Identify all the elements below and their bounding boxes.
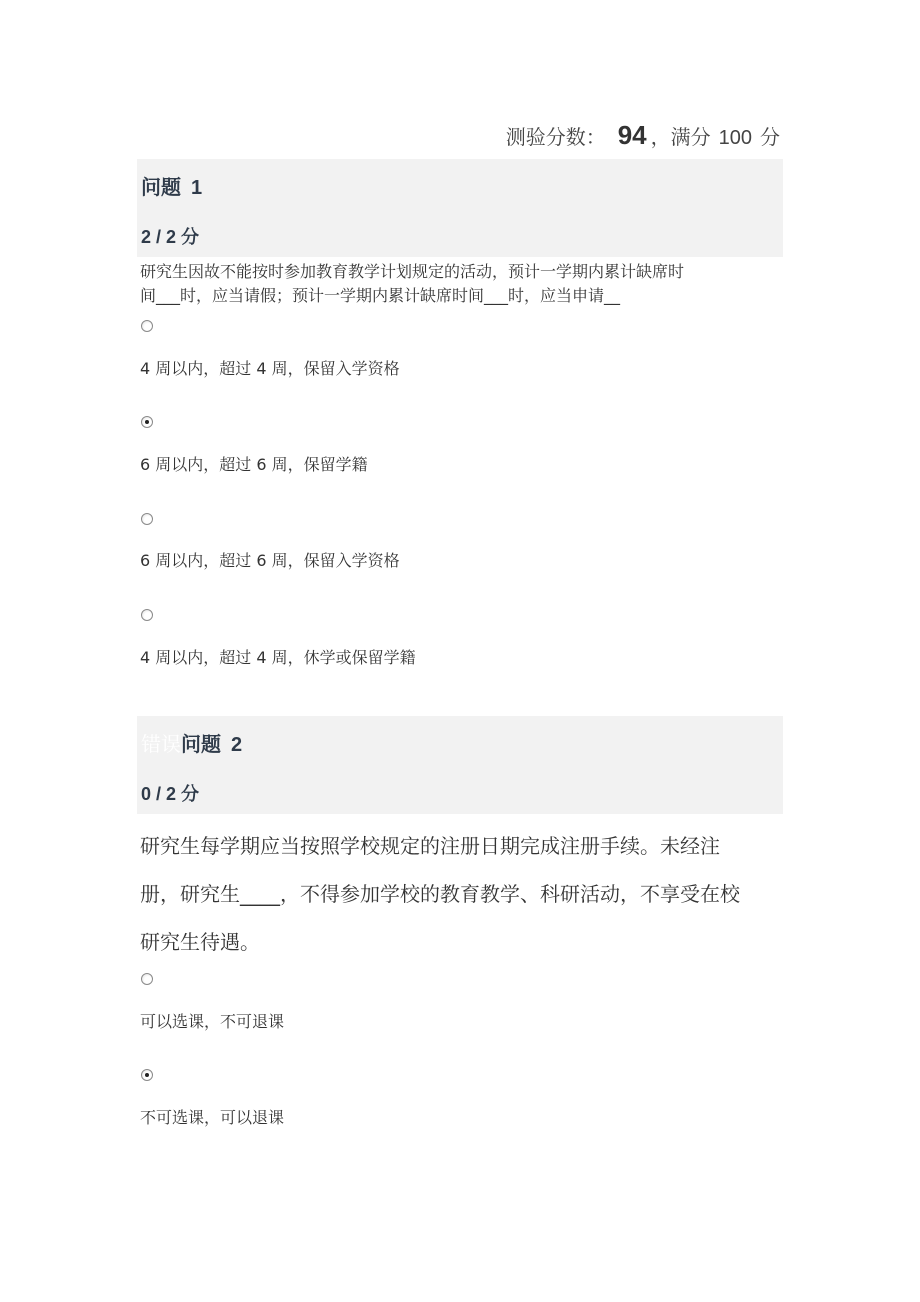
question-2-points: 0 / 2 分 (141, 784, 200, 804)
score-prefix: 测验分数： (505, 125, 606, 149)
question-2-option-1-radio[interactable] (141, 973, 153, 985)
question-1-option-1-radio[interactable] (141, 320, 153, 332)
question-1-option-4-label[interactable]: 4 周以内，超过 4 周，休学或保留学籍 (140, 648, 416, 667)
question-2-wrong-tag: 错误 (141, 732, 181, 756)
question-1-points: 2 / 2 分 (141, 227, 200, 247)
question-2-option-2-label[interactable]: 不可选课，可以退课 (140, 1108, 285, 1127)
question-1-text-line: 间___时，应当请假；预计一学期内累计缺席时间___时，应当申请__ (140, 286, 621, 305)
question-2-header (137, 716, 783, 814)
question-1-option-1-label[interactable]: 4 周以内，超过 4 周，保留入学资格 (140, 359, 400, 378)
question-1-number: 1 (191, 177, 203, 199)
question-1-option-3-label[interactable]: 6 周以内，超过 6 周，保留入学资格 (140, 551, 400, 570)
question-2-text-line: 册，研究生____，不得参加学校的教育教学、科研活动，不享受在校 (140, 882, 740, 906)
question-1-title-text: 问题 (141, 175, 181, 199)
question-1-text (140, 260, 786, 308)
question-2-text (140, 822, 786, 966)
question-1-text-line: 研究生因故不能按时参加教育教学计划规定的活动，预计一学期内累计缺席时 (140, 262, 685, 281)
question-1-option-3-radio[interactable] (141, 513, 153, 525)
score-suffix: 分 (760, 125, 780, 149)
question-1-option-4-radio[interactable] (141, 609, 153, 621)
question-2-text-line: 研究生每学期应当按照学校规定的注册日期完成注册手续。未经注 (140, 834, 720, 858)
question-2-number: 2 (231, 734, 243, 756)
question-1-option-2-label[interactable]: 6 周以内，超过 6 周，保留学籍 (140, 455, 368, 474)
question-1-option-2-radio[interactable] (141, 416, 153, 428)
quiz-score-summary (506, 120, 780, 151)
score-value: 94 (617, 120, 647, 150)
question-1-header (137, 159, 783, 257)
question-2-title-text: 问题 (181, 732, 221, 756)
question-2-option-1-label[interactable]: 可以选课，不可退课 (140, 1012, 285, 1031)
score-middle: ，满分 (650, 125, 711, 149)
question-2-text-line: 研究生待遇。 (140, 930, 260, 954)
question-1-title (141, 171, 202, 200)
question-2-title (141, 728, 242, 757)
score-max: 100 (718, 127, 752, 149)
question-2-option-2-radio[interactable] (141, 1069, 153, 1081)
